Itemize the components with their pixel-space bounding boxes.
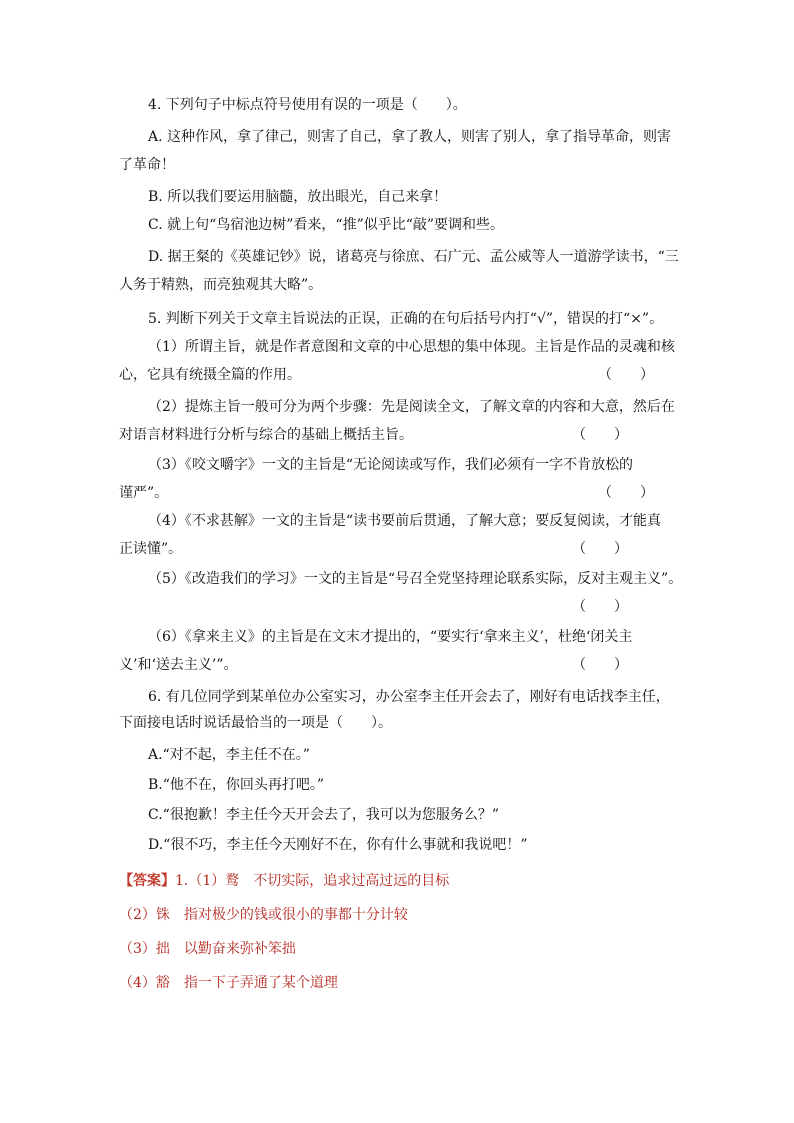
q5-item4-line1: （4）《不求甚解》一文的主旨是“读书要前后贯通，了解大意；要反复阅读，才能真 bbox=[148, 513, 662, 529]
q5-item6-line1: （6）《拿来主义》的主旨是在文末才提出的，“要实行‘拿来主义’，杜绝‘闭关主 bbox=[148, 629, 633, 645]
q4-option-a-line2: 了革命！ bbox=[119, 157, 175, 173]
q6-option-a: A.“对不起，李主任不在。” bbox=[148, 747, 310, 763]
q4-stem: 4. 下列句子中标点符号使用有误的一项是（ ）。 bbox=[148, 97, 467, 113]
answer-item-2: （2）铢 指对极少的钱或很小的事都十分计较 bbox=[119, 907, 408, 923]
q5-item1-line2: 心，它具有统摄全篇的作用。 bbox=[119, 367, 301, 383]
q4-option-d-line2: 人务于精熟，而亮独观其大略”。 bbox=[119, 277, 323, 293]
q5-item6-answer-blank[interactable]: （ ） bbox=[572, 657, 628, 673]
answer-label: 【答案】 bbox=[119, 873, 175, 889]
q5-item2-answer-blank[interactable]: （ ） bbox=[572, 427, 628, 443]
q5-item1-line1: （1）所谓主旨，就是作者意图和文章的中心思想的集中体现。主旨是作品的灵魂和核 bbox=[148, 339, 675, 355]
q5-item4-answer-blank[interactable]: （ ） bbox=[572, 541, 628, 557]
answer-item-3: （3）拙 以勤奋来弥补笨拙 bbox=[119, 941, 296, 957]
q5-item1-answer-blank[interactable]: （ ） bbox=[598, 367, 654, 383]
q6-stem-line1: 6. 有几位同学到某单位办公室实习，办公室李主任开会去了，刚好有电话找李主任， bbox=[148, 689, 670, 705]
q6-option-d: D.“很不巧，李主任今天刚好不在，你有什么事就和我说吧！” bbox=[148, 837, 528, 853]
q4-option-a-line1: A. 这种作风，拿了律己，则害了自己，拿了教人，则害了别人，拿了指导革命，则害 bbox=[148, 129, 672, 145]
q4-option-c: C. 就上句“鸟宿池边树”看来，“推”似乎比“敲”要调和些。 bbox=[148, 217, 505, 233]
q5-item3-answer-blank[interactable]: （ ） bbox=[598, 485, 654, 501]
answer-item-1: 1.（1）鹜 不切实际，追求过高过远的目标 bbox=[175, 873, 450, 889]
q5-stem: 5. 判断下列关于文章主旨说法的正误，正确的在句后括号内打“√”，错误的打“×”。 bbox=[148, 311, 664, 327]
answer-line-1 bbox=[119, 872, 449, 890]
q5-item3-line1: （3）《咬文嚼字》一文的主旨是“无论阅读或写作，我们必须有一字不肯放松的 bbox=[148, 457, 634, 473]
q6-stem-line2: 下面接电话时说话最恰当的一项是（ ）。 bbox=[119, 715, 392, 731]
q5-item3-line2: 谨严”。 bbox=[119, 485, 169, 501]
q5-item4-line2: 正读懂”。 bbox=[119, 541, 183, 557]
q6-option-b: B.“他不在，你回头再打吧。” bbox=[148, 777, 325, 793]
q5-item5-line1: （5）《改造我们的学习》一文的主旨是“号召全党坚持理论联系实际，反对主观主义”。 bbox=[148, 571, 683, 587]
answer-item-4: （4）豁 指一下子弄通了某个道理 bbox=[119, 975, 338, 991]
q4-option-d-line1: D. 据王粲的《英雄记钞》说，诸葛亮与徐庶、石广元、孟公威等人一道游学读书，“三 bbox=[148, 249, 679, 265]
q5-item5-answer-blank[interactable]: （ ） bbox=[572, 599, 628, 615]
q5-item2-line2: 对语言材料进行分析与综合的基础上概括主旨。 bbox=[119, 427, 413, 443]
q6-option-c: C.“很抱歉！李主任今天开会去了，我可以为您服务么？” bbox=[148, 807, 499, 823]
q4-option-b: B. 所以我们要运用脑髓，放出眼光，自己来拿！ bbox=[148, 189, 448, 205]
q5-item2-line1: （2）提炼主旨一般可分为两个步骤：先是阅读全文，了解文章的内容和大意，然后在 bbox=[148, 399, 675, 415]
q5-item6-line2: 义’和‘送去主义’”。 bbox=[119, 657, 238, 673]
